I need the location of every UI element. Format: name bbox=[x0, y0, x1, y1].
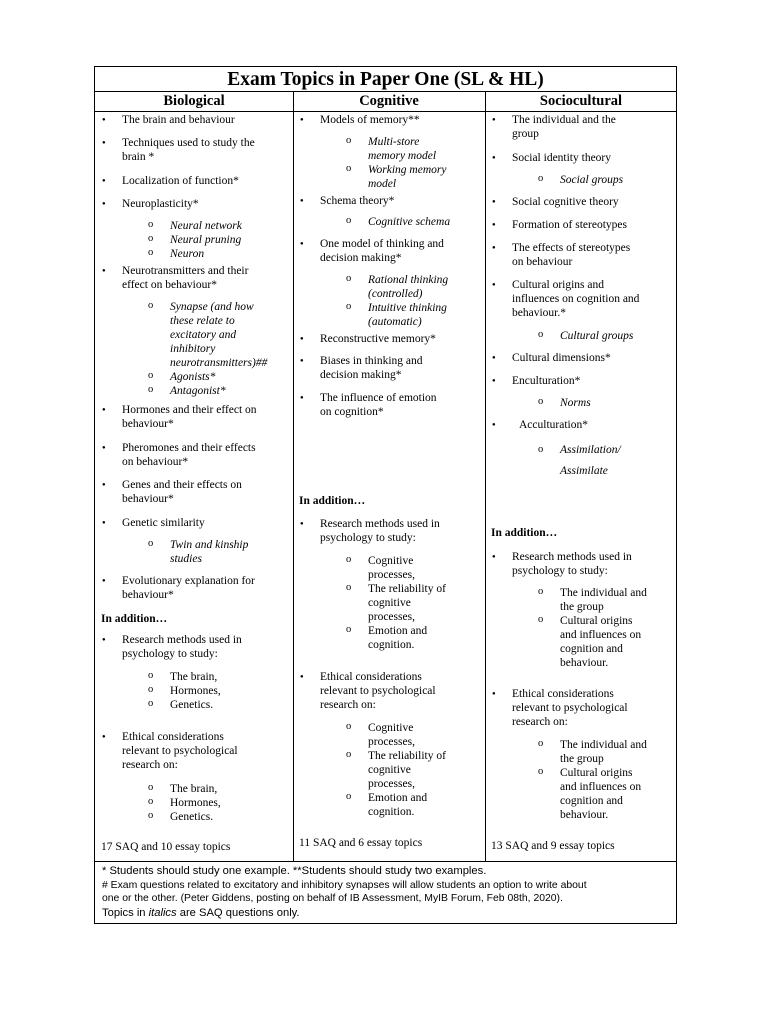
sub-list: o Cultural groups bbox=[485, 329, 677, 343]
list-item: ● Social identity theory bbox=[485, 151, 677, 165]
sub-list: o Multi-store memory model o Working memory model bbox=[293, 135, 485, 191]
list-item: ● Ethical considerations relevant to psychological research on: bbox=[293, 670, 485, 712]
sub-list: o Cognitive processes, o The reliability of cognitive processes, o Emotion and cognition. bbox=[293, 554, 485, 652]
sub-list: o Cognitive schema bbox=[293, 215, 485, 229]
list-item: ● One model of thinking and decision making* bbox=[293, 237, 485, 265]
topic-count: 11 SAQ and 6 essay topics bbox=[299, 837, 423, 849]
sub-list: o Neural network o Neural pruning o Neuron bbox=[95, 219, 293, 261]
sub-list: o Rational thinking (controlled) o Intuitive thinking (automatic) bbox=[293, 273, 485, 329]
list-item: ● Techniques used to study the brain * bbox=[95, 136, 293, 164]
sub-list: o The individual and the group o Cultural origins and influences on cognition and behaviour. bbox=[485, 738, 677, 822]
sub-list: o Cognitive processes, o The reliability of cognitive processes, o Emotion and cognition. bbox=[293, 721, 485, 819]
list-item: ● Pheromones and their effects on behaviour* bbox=[95, 441, 293, 469]
exam-topics-table bbox=[94, 66, 677, 924]
list-item: ● Acculturation* bbox=[485, 418, 677, 432]
in-addition-heading: In addition… bbox=[299, 495, 366, 507]
list-item: ● Cultural origins and influences on cognition and behaviour.* bbox=[485, 278, 677, 320]
sub-list: o The individual and the group o Cultural origins and influences on cognition and behaviour. bbox=[485, 586, 677, 670]
sub-list: o Norms bbox=[485, 396, 677, 410]
sociocultural-column bbox=[485, 67, 677, 861]
list-item: ● Research methods used in psychology to study: bbox=[95, 633, 293, 661]
list-item: ● Social cognitive theory bbox=[485, 195, 677, 209]
list-item: ● Models of memory** bbox=[293, 113, 485, 127]
list-item: ● Formation of stereotypes bbox=[485, 218, 677, 232]
sub-list: o The brain, o Hormones, o Genetics. bbox=[95, 782, 293, 824]
sub-list: o The brain, o Hormones, o Genetics. bbox=[95, 670, 293, 712]
list-item: ● Neurotransmitters and their effect on behaviour* bbox=[95, 264, 293, 292]
list-item: ● Enculturation* bbox=[485, 374, 677, 388]
footnotes bbox=[102, 864, 672, 920]
column-heading-sociocultural: Sociocultural bbox=[539, 93, 623, 109]
in-addition-heading: In addition… bbox=[491, 527, 558, 539]
list-item: ● The individual and the group bbox=[485, 113, 677, 141]
list-item: ● Localization of function* bbox=[95, 174, 293, 188]
list-item: ● Ethical considerations relevant to psychological research on: bbox=[485, 687, 677, 729]
list-item: ● Ethical considerations relevant to psychological research on: bbox=[95, 730, 293, 772]
sub-list: o Social groups bbox=[485, 173, 677, 187]
biological-column bbox=[95, 67, 293, 861]
footnote-hash-continued: one or the other. (Peter Giddens, posting on behalf of IB Assessment, MyIB Forum, Feb 08th, 2020). bbox=[102, 893, 563, 904]
column-heading-cognitive: Cognitive bbox=[359, 93, 419, 109]
topic-count: 17 SAQ and 10 essay topics bbox=[101, 841, 231, 853]
sub-list: o Twin and kinship studies bbox=[95, 538, 293, 566]
list-item: ● Schema theory* bbox=[293, 194, 485, 208]
column-heading-biological: Biological bbox=[163, 93, 225, 109]
list-item: ● Genes and their effects on behaviour* bbox=[95, 478, 293, 506]
topic-count: 13 SAQ and 9 essay topics bbox=[491, 840, 615, 852]
list-item: ● Hormones and their effect on behaviour* bbox=[95, 403, 293, 431]
list-item: ● Research methods used in psychology to study: bbox=[485, 550, 677, 578]
footnote-italics: Topics in italics are SAQ questions only. bbox=[102, 906, 300, 919]
list-item: ● Neuroplasticity* bbox=[95, 197, 293, 211]
list-item: ● The effects of stereotypes on behaviour bbox=[485, 241, 677, 269]
list-item: ● Genetic similarity bbox=[95, 516, 293, 530]
sub-list: o Synapse (and how these relate to excitatory and inhibitory neurotransmitters)## o Agonists* o Antagonist* bbox=[95, 300, 293, 398]
list-item: ● Biases in thinking and decision making* bbox=[293, 354, 485, 382]
page-title: Exam Topics in Paper One (SL & HL) bbox=[227, 69, 544, 90]
footer-divider bbox=[95, 861, 676, 862]
list-item: ● Research methods used in psychology to study: bbox=[293, 517, 485, 545]
in-addition-heading: In addition… bbox=[101, 613, 168, 625]
footnote-asterisks: * Students should study one example. **Students should study two examples. bbox=[102, 865, 487, 877]
list-item: ● Evolutionary explanation for behaviour* bbox=[95, 574, 293, 602]
list-item: ● The influence of emotion on cognition* bbox=[293, 391, 485, 419]
list-item: ● The brain and behaviour bbox=[95, 113, 293, 127]
list-item: ● Reconstructive memory* bbox=[293, 332, 485, 346]
sub-list: o Assimilation/ Assimilate bbox=[485, 440, 677, 482]
footnote-hash: # Exam questions related to excitatory and inhibitory synapses will allow students an option to write about bbox=[102, 879, 587, 891]
cognitive-column bbox=[293, 67, 485, 861]
list-item: ● Cultural dimensions* bbox=[485, 351, 677, 365]
